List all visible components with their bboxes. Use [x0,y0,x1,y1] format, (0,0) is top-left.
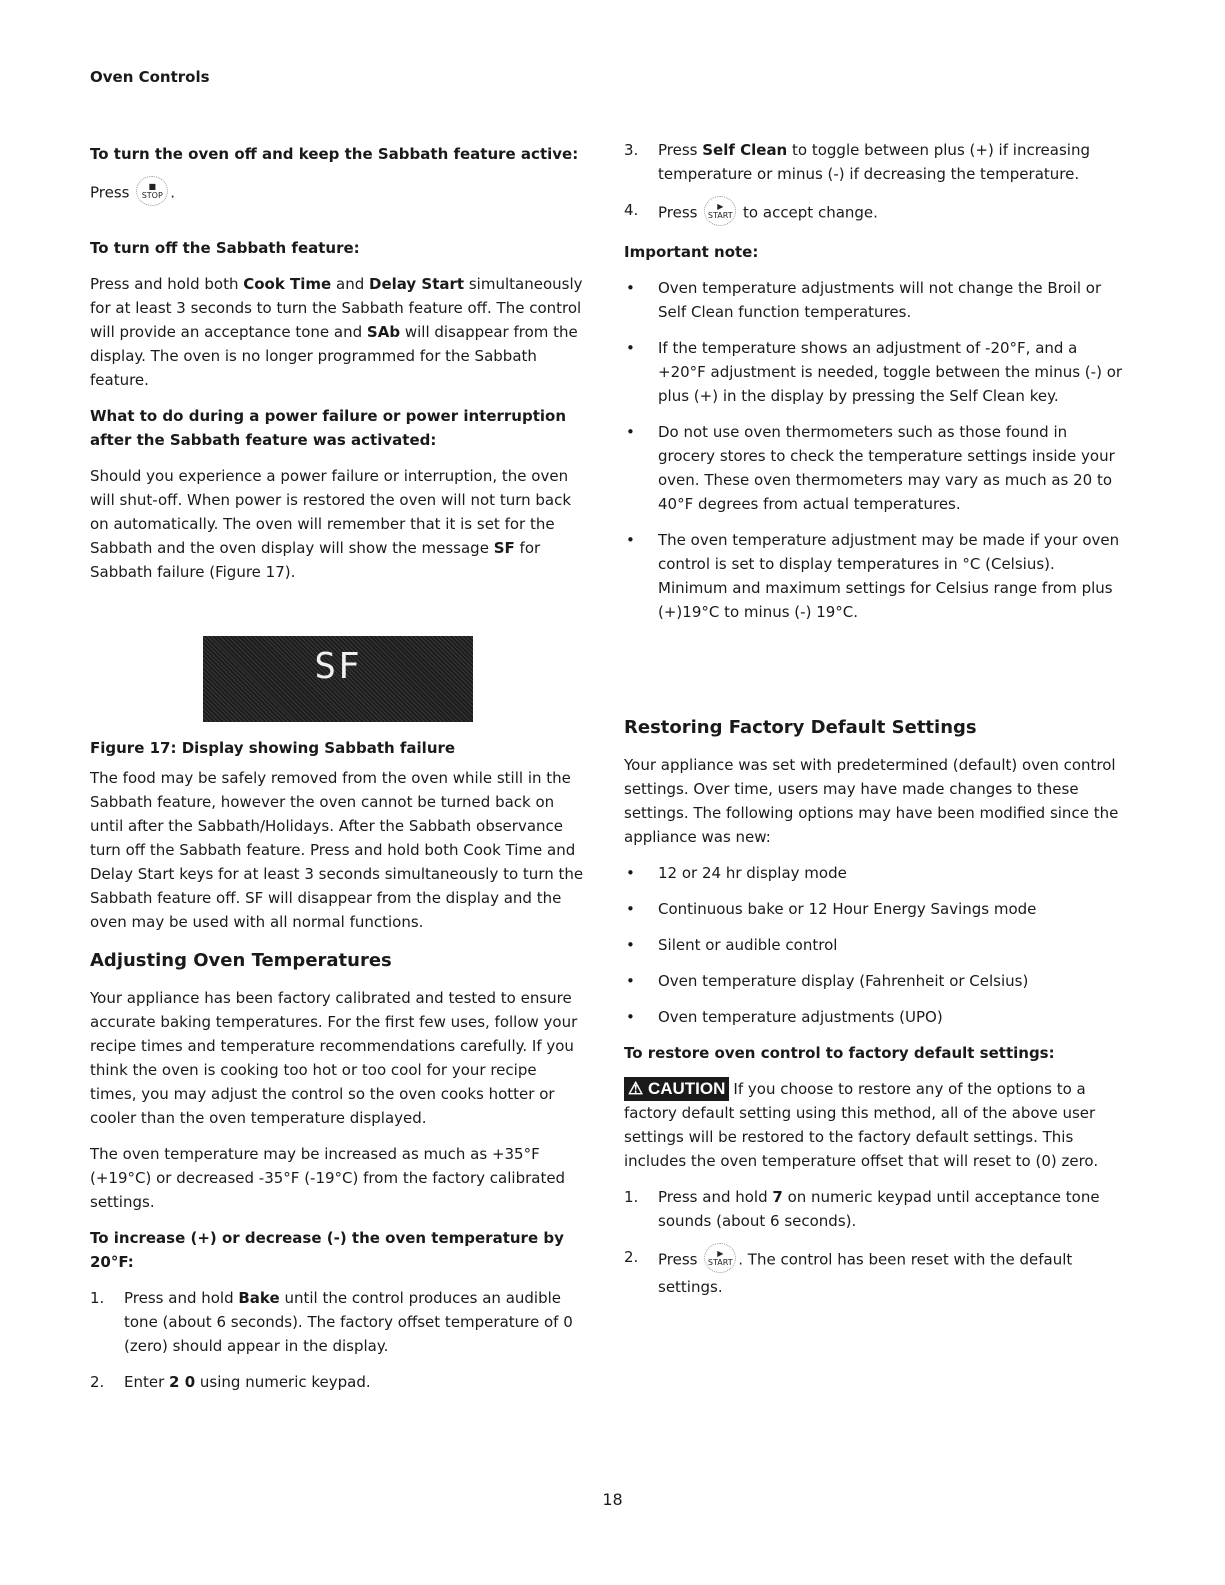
right-column-lower [624,715,1124,1299]
list-item: 3. Press Self Clean to toggle between plus (+) if increasing temperature or minus (-) if decreasing the temperature. [624,141,1090,183]
right-column [624,138,1124,624]
sabbath-off-body: Press and hold both Cook Time and Delay Start simultaneously for at least 3 seconds to turn the Sabbath feature off. The control will provide an acceptance tone and SAb will disappear from the display. The oven is no longer programmed for the Sabbath feature. [90,275,583,389]
list-item: • Oven temperature display (Fahrenheit or Celsius) [626,972,1029,990]
important-notes-list [624,276,1124,624]
page-number: 18 [602,1490,623,1509]
power-failure-body: Should you experience a power failure or interruption, the oven will shut-off. When power is restored the oven will not turn back on automatically. The oven will remember that it is set for the Sabbath and the oven display will show the message SF for Sabbath failure (Figure 17). [90,467,572,581]
adjusting-paragraph-2: The oven temperature may be increased as much as +35°F (+19°C) or decreased -35°F (-19°C) from the factory calibrated settings. [90,1145,566,1211]
list-item: 1. Press and hold 7 on numeric keypad until acceptance tone sounds (about 6 seconds). [624,1188,1100,1230]
important-note-title: Important note: [624,243,759,261]
list-item: 1. Press and hold Bake until the control produces an audible tone (about 6 seconds). The factory offset temperature of 0 (zero) should appear in the display. [90,1289,573,1355]
list-item: • The oven temperature adjustment may be made if your oven control is set to display temperatures in °C (Celsius). Minimum and maximum settings for Celsius range from plus (+)19°C to minus (-) 19°C. [626,531,1120,621]
sabbath-off-title: To turn off the Sabbath feature: [90,239,360,257]
list-item: • Oven temperature adjustments will not change the Broil or Self Clean function temperatures. [626,279,1102,321]
list-item: • 12 or 24 hr display mode [626,864,847,882]
adjusting-heading: Adjusting Oven Temperatures [90,950,392,971]
left-column-lower [90,736,585,1394]
list-item: • Do not use oven thermometers such as those found in grocery stores to check the temperature settings inside your oven. These oven thermometers may vary as much as 20 to 40°F degrees from actual temperatures. [626,423,1115,513]
press-stop-line: Press ■ STOP . [90,178,585,208]
restore-steps [624,1185,1124,1299]
increase-steps [90,1286,585,1394]
list-item: 2. Enter 2 0 using numeric keypad. [90,1373,371,1391]
power-failure-title: What to do during a power failure or power interruption after the Sabbath feature was activated: [90,407,567,449]
after-figure-paragraph: The food may be safely removed from the oven while still in the Sabbath feature, however the oven cannot be turned back on until after the Sabbath/Holidays. After the Sabbath observance turn off the Sabbath feature. Press and hold both Cook Time and Delay Start keys for at least 3 seconds simultaneously to turn the Sabbath feature off. SF will disappear from the display and the oven may be used with all normal functions. [90,769,584,931]
restoring-heading: Restoring Factory Default Settings [624,717,977,738]
list-item: • Silent or audible control [626,936,838,954]
page-header: Oven Controls [90,68,210,86]
continued-steps [624,138,1124,228]
restore-title: To restore oven control to factory default settings: [624,1044,1055,1062]
start-button-icon: ▶ START [704,1243,736,1273]
start-button-icon: ▶ START [704,196,736,226]
list-item: • If the temperature shows an adjustment of -20°F, and a +20°F adjustment is needed, toggle between the minus (-) or plus (+) in the display by pressing the Self Clean key. [626,339,1123,405]
stop-button-icon: ■ STOP [136,176,168,206]
list-item: • Continuous bake or 12 Hour Energy Savings mode [626,900,1037,918]
list-item: 4. Press ▶ START to accept change. [624,198,1124,228]
display-readout: SF [314,646,362,687]
sabbath-failure-display-figure [203,636,473,722]
sabbath-off-keep-title: To turn the oven off and keep the Sabbath feature active: [90,145,579,163]
restoring-paragraph: Your appliance was set with predetermined (default) oven control settings. Over time, users may have made changes to these settings. The following options may have been modified since the appliance was new: [624,756,1119,846]
increase-decrease-title: To increase (+) or decrease (-) the oven temperature by 20°F: [90,1229,564,1271]
figure-caption: Figure 17: Display showing Sabbath failure [90,739,456,757]
options-list [624,861,1124,1029]
caution-badge: ⚠ CAUTION [624,1077,729,1101]
caution-paragraph: ⚠ CAUTION If you choose to restore any of the options to a factory default setting using this method, all of the above user settings will be restored to the factory default settings. This includes the oven temperature offset that will reset to (0) zero. [624,1079,1099,1170]
adjusting-paragraph-1: Your appliance has been factory calibrated and tested to ensure accurate baking temperatures. For the first few uses, follow your recipe times and temperature recommendations carefully. If you think the oven is cooking too hot or too cool for your recipe times, you may adjust the control so the oven cooks hotter or cooler than the oven temperature displayed. [90,989,578,1127]
left-column [90,142,585,584]
list-item: 2. Press ▶ START . The control has been reset with the default settings. [624,1245,1124,1299]
list-item: • Oven temperature adjustments (UPO) [626,1008,943,1026]
